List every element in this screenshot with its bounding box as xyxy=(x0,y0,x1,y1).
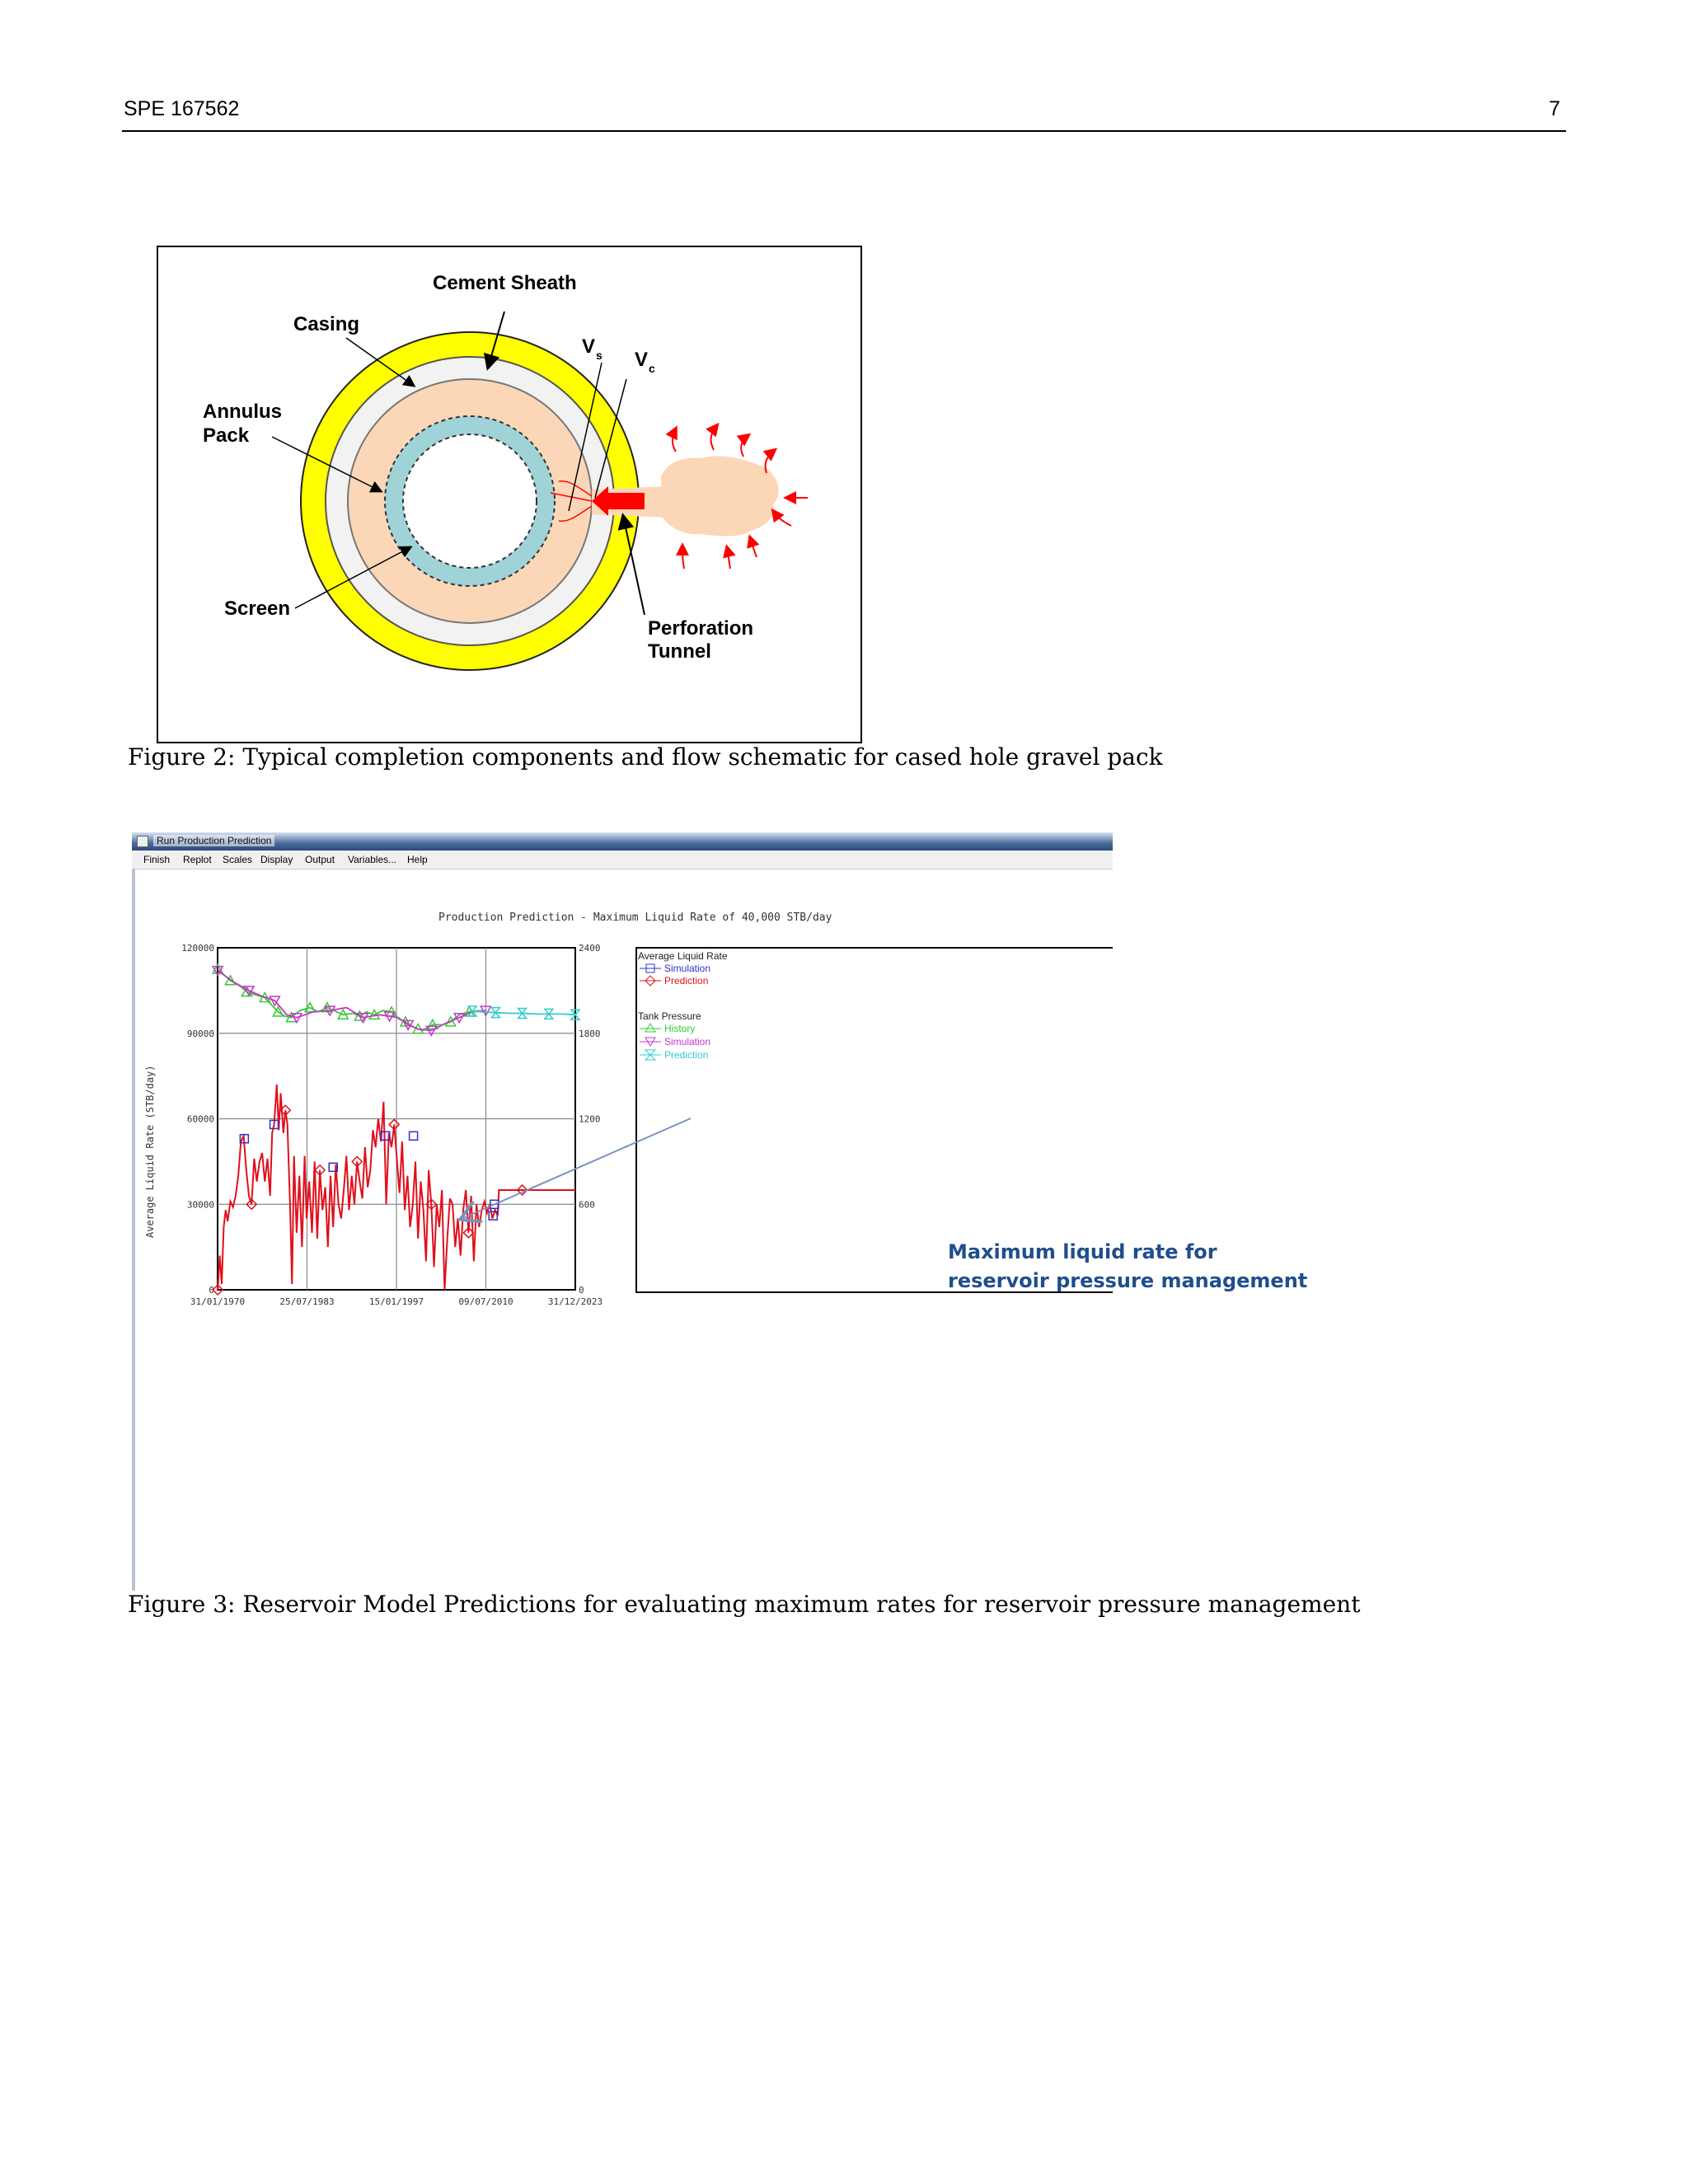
pack-label: Pack xyxy=(203,424,250,447)
y2-tick-label: 1800 xyxy=(579,1028,601,1039)
menu-bar xyxy=(132,851,1113,869)
y-tick-label: 60000 xyxy=(186,1113,214,1125)
app-icon xyxy=(137,836,148,847)
tunnel-label: Tunnel xyxy=(648,640,711,663)
menu-variables[interactable]: Variables... xyxy=(348,854,397,865)
x-tick-label: 25/07/1983 xyxy=(279,1296,335,1307)
perforation-cavity xyxy=(661,456,779,536)
annotation-line-1: Maximum liquid rate for xyxy=(948,1240,1217,1263)
perforation-label: Perforation xyxy=(648,617,754,640)
legend-pressure-simulation: Simulation xyxy=(664,1036,711,1047)
vc-subscript: c xyxy=(649,362,655,375)
menu-output[interactable]: Output xyxy=(305,854,335,865)
figure-2-caption: Figure 2: Typical completion components and flow schematic for cased hole gravel pack xyxy=(128,743,1163,771)
y2-tick-labels xyxy=(579,943,601,1296)
y-tick-label: 90000 xyxy=(186,1028,214,1039)
screen-label: Screen xyxy=(224,598,291,620)
y-tick-label: 120000 xyxy=(181,943,214,954)
x-tick-label: 31/12/2023 xyxy=(547,1296,603,1307)
menu-scales[interactable]: Scales xyxy=(223,854,253,865)
vs-label: V xyxy=(582,335,596,358)
legend-rate-simulation: Simulation xyxy=(664,963,711,974)
y2-tick-label: 2400 xyxy=(579,943,601,954)
screen-inner-dash xyxy=(403,434,537,568)
legend-pressure-title: Tank Pressure xyxy=(638,1010,701,1022)
production-prediction-chart xyxy=(132,869,1113,1591)
x-tick-label: 15/01/1997 xyxy=(368,1296,424,1307)
annotation-line-2: reservoir pressure management xyxy=(948,1269,1308,1292)
vc-label: V xyxy=(635,349,649,371)
legend-pressure-prediction: Prediction xyxy=(664,1049,709,1061)
menu-finish[interactable]: Finish xyxy=(143,854,171,865)
vs-subscript: s xyxy=(596,349,603,362)
x-tick-label: 31/01/1970 xyxy=(190,1296,246,1307)
legend-rate-title: Average Liquid Rate xyxy=(638,950,728,962)
x-tick-labels xyxy=(190,1296,603,1307)
y-tick-label: 30000 xyxy=(186,1199,214,1211)
y2-tick-label: 600 xyxy=(579,1199,595,1211)
window-title: Run Production Prediction xyxy=(153,835,274,846)
figure-3-screenshot xyxy=(132,832,1113,1591)
page-header-id: SPE 167562 xyxy=(124,97,240,120)
y2-tick-label: 1200 xyxy=(579,1113,601,1125)
header-rule xyxy=(122,130,1566,132)
figure-2-completion-diagram xyxy=(157,246,862,743)
chart-title: Production Prediction - Maximum Liquid Rate of 40,000 STB/day xyxy=(438,912,832,924)
casing-label: Casing xyxy=(293,313,360,335)
y-axis-label: Average Liquid Rate (STB/day) xyxy=(144,1065,156,1238)
y-tick-labels xyxy=(181,943,214,1296)
page-number: 7 xyxy=(1549,97,1560,120)
cement-sheath-label: Cement Sheath xyxy=(433,272,577,294)
y2-tick-label: 0 xyxy=(579,1285,584,1296)
y-tick-label: 0 xyxy=(209,1285,214,1296)
legend-pressure-history: History xyxy=(664,1023,696,1034)
figure-3-caption: Figure 3: Reservoir Model Predictions for evaluating maximum rates for reservoir pressure management xyxy=(128,1591,1361,1618)
menu-display[interactable]: Display xyxy=(260,854,293,865)
legend-rate-prediction: Prediction xyxy=(664,975,709,987)
menu-replot[interactable]: Replot xyxy=(183,854,212,865)
annulus-label: Annulus xyxy=(203,401,282,423)
x-tick-label: 09/07/2010 xyxy=(458,1296,513,1307)
menu-help[interactable]: Help xyxy=(407,854,428,865)
window-title-bar xyxy=(132,832,1113,851)
